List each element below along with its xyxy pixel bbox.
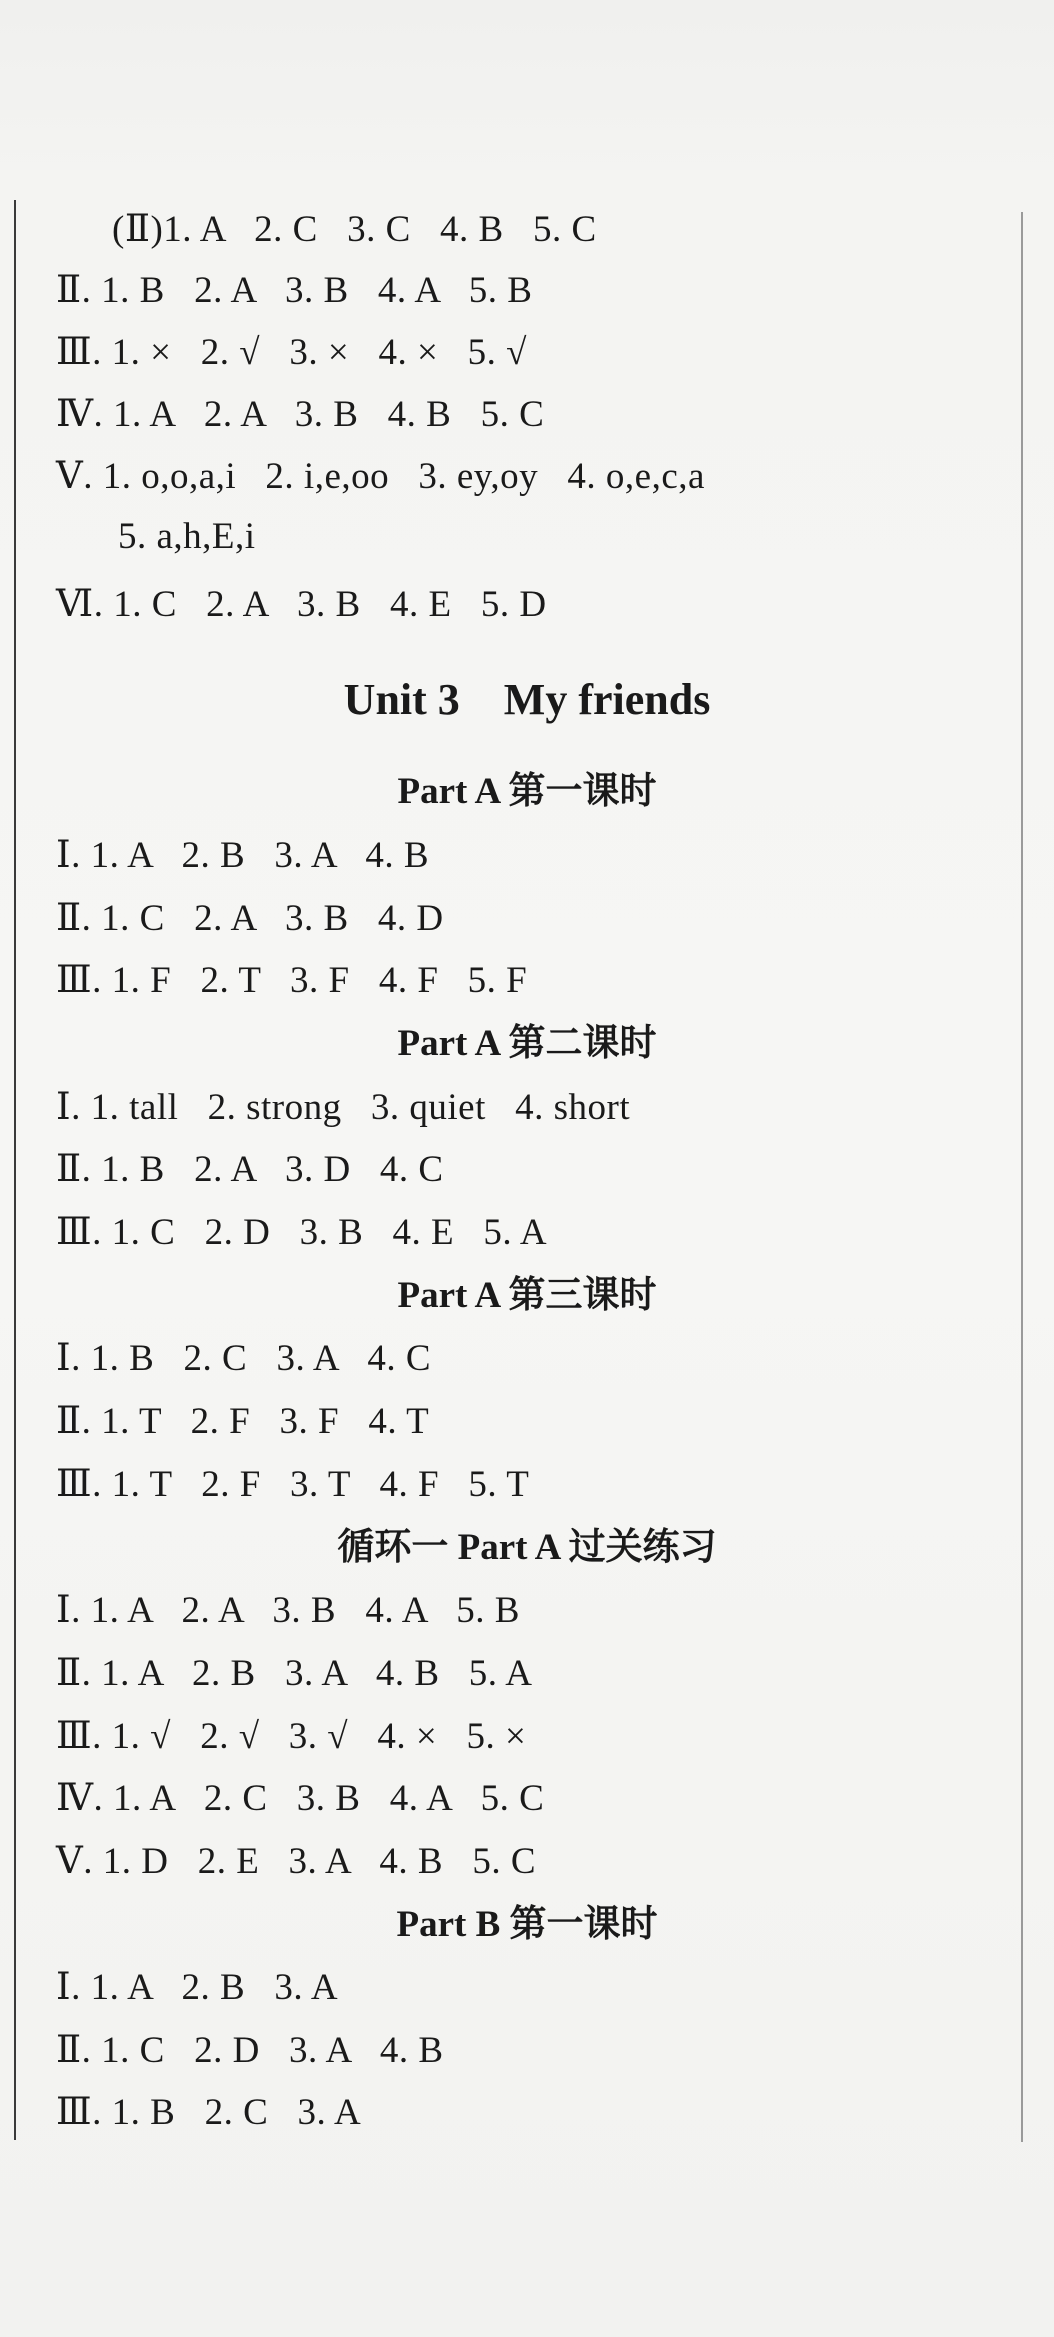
answer-line: Ⅲ. 1. F 2. T 3. F 4. F 5. F: [56, 960, 528, 1001]
right-margin-rule: [1021, 212, 1023, 2142]
answer-line: Ⅲ. 1. √ 2. √ 3. √ 4. × 5. ×: [56, 1716, 527, 1757]
answer-line: Ⅳ. 1. A 2. A 3. B 4. B 5. C: [56, 394, 545, 435]
left-margin-rule: [14, 200, 16, 2140]
answer-line: 5. a,h,E,i: [118, 516, 256, 557]
answer-line: Ⅲ. 1. × 2. √ 3. × 4. × 5. √: [56, 332, 527, 373]
answer-line: Ⅲ. 1. B 2. C 3. A: [56, 2092, 362, 2133]
answer-line: Ⅴ. 1. o,o,a,i 2. i,e,oo 3. ey,oy 4. o,e,c,a: [56, 456, 705, 497]
section-heading: Part A 第三课时: [397, 1275, 657, 1316]
answer-line: Ⅱ. 1. B 2. A 3. B 4. A 5. B: [56, 270, 533, 311]
section-heading: Part B 第一课时: [396, 1904, 658, 1945]
answer-line: Ⅵ. 1. C 2. A 3. B 4. E 5. D: [56, 584, 547, 625]
answer-line: Ⅱ. 1. T 2. F 3. F 4. T: [56, 1401, 430, 1442]
answer-line: Ⅰ. 1. A 2. B 3. A: [56, 1967, 339, 2008]
answer-line: Ⅲ. 1. C 2. D 3. B 4. E 5. A: [56, 1212, 548, 1253]
answer-line: Ⅲ. 1. T 2. F 3. T 4. F 5. T: [56, 1464, 530, 1505]
answer-line: (Ⅱ)1. A 2. C 3. C 4. B 5. C: [112, 209, 597, 250]
unit-title: Unit 3 My friends: [343, 675, 711, 724]
answer-line: Ⅱ. 1. C 2. D 3. A 4. B: [56, 2030, 444, 2071]
answer-line: Ⅰ. 1. A 2. B 3. A 4. B: [56, 835, 429, 876]
answer-line: Ⅱ. 1. B 2. A 3. D 4. C: [56, 1149, 444, 1190]
answer-line: Ⅴ. 1. D 2. E 3. A 4. B 5. C: [56, 1841, 537, 1882]
answer-line: Ⅱ. 1. C 2. A 3. B 4. D: [56, 898, 444, 939]
answer-line: Ⅰ. 1. B 2. C 3. A 4. C: [56, 1338, 432, 1379]
answer-line: Ⅳ. 1. A 2. C 3. B 4. A 5. C: [56, 1778, 545, 1819]
answer-line: Ⅰ. 1. A 2. A 3. B 4. A 5. B: [56, 1590, 520, 1631]
section-heading: 循环一 Part A 过关练习: [337, 1527, 717, 1568]
answer-line: Ⅰ. 1. tall 2. strong 3. quiet 4. short: [56, 1087, 631, 1128]
answer-line: Ⅱ. 1. A 2. B 3. A 4. B 5. A: [56, 1653, 533, 1694]
section-heading: Part A 第二课时: [397, 1023, 657, 1064]
section-heading: Part A 第一课时: [397, 771, 657, 812]
